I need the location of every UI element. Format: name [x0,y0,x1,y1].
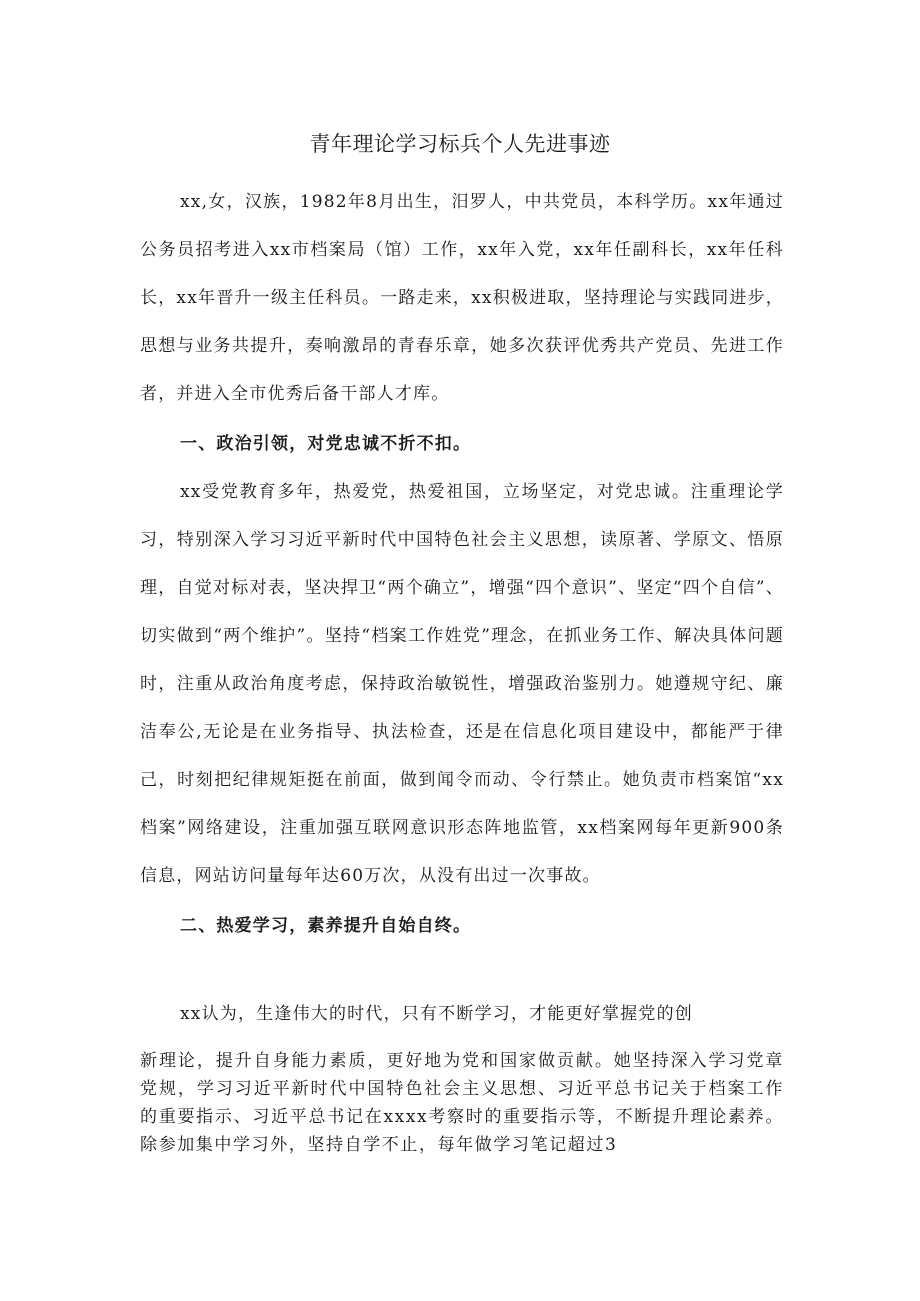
document-title: 青年理论学习标兵个人先进事迹 [309,132,611,156]
section-2-heading: 二、热爱学习，素养提升自始自终。 [180,916,472,936]
section-1-heading: 一、政治引领，对党忠诚不折不扣。 [180,434,472,454]
document-body [140,178,784,950]
intro-paragraph: xx,女，汉族，1982年8月出生，汨罗人，中共党员，本科学历。xx年通过公务员招考进入xx市档案局（馆）工作，xx年入党，xx年任副科长，xx年任科长，xx年晋升一级主任科员。一路走来，xx积极进取，坚持理论与实践同进步，思想与业务共提升，奏响激昂的青春乐章，她多次获评优秀共产党员、先进工作者，并进入全市优秀后备干部人才库。 [140,192,784,404]
section-2-paragraph-continued: 新理论，提升自身能力素质，更好地为党和国家做贡献。她坚持深入学习党章党规，学习习近平新时代中国特色社会主义思想、习近平总书记关于档案工作的重要指示、习近平总书记在xxxx考察时的重要指示等，不断提升理论素养。除参加集中学习外，坚持自学不止，每年做学习笔记超过3 [140,1051,784,1155]
section-1-paragraph: xx受党教育多年，热爱党，热爱祖国，立场坚定，对党忠诚。注重理论学习，特别深入学习习近平新时代中国特色社会主义思想，读原著、学原文、悟原理，自觉对标对表，坚决捍卫“两个确立”，增强“四个意识”、坚定“四个自信”、切实做到“两个维护”。坚持“档案工作姓党”理念，在抓业务工作、解决具体问题时，注重从政治角度考虑，保持政治敏锐性，增强政治鉴别力。她遵规守纪、廉洁奉公,无论是在业务指导、执法检查，还是在信息化项目建设中，都能严于律己，时刻把纪律规矩挺在前面，做到闻令而动、令行禁止。她负责市档案馆“xx档案”网络建设，注重加强互联网意识形态阵地监管，xx档案网每年更新900条信息，网站访问量每年达60万次，从没有出过一次事故。 [140,482,784,886]
section-2-first-line: xx认为，生逢伟大的时代，只有不断学习，才能更好掌握党的创 [180,1004,693,1024]
